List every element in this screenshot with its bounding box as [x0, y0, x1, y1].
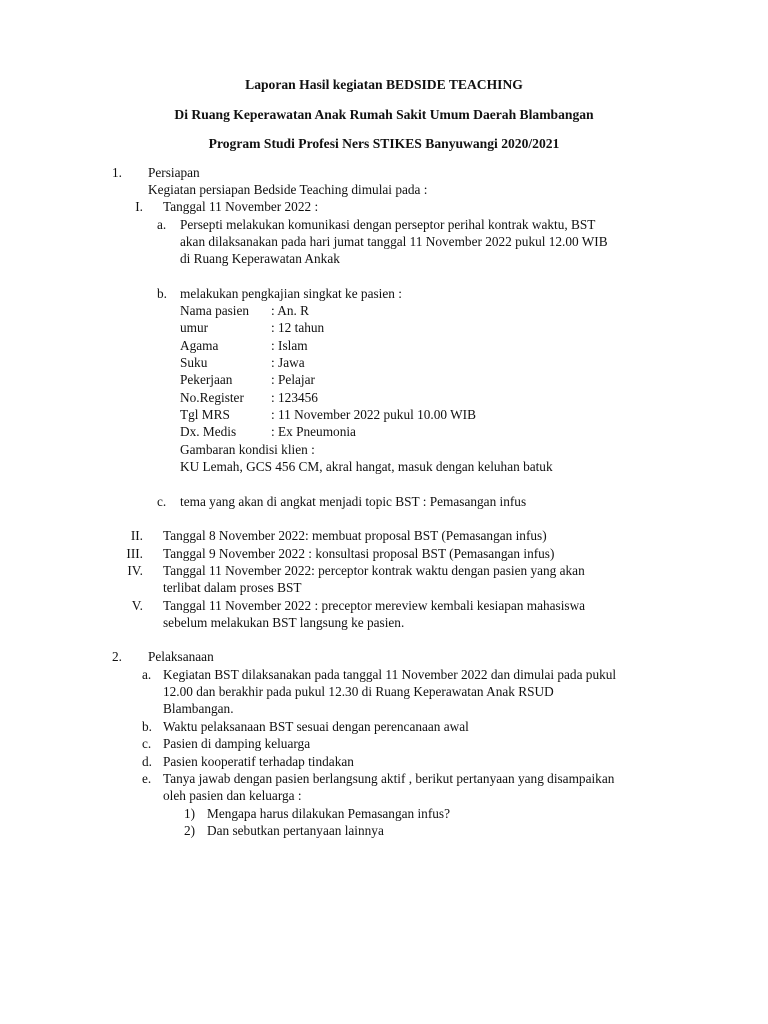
item-III-text: Tanggal 9 November 2022 : konsultasi proposal BST (Pemasangan infus) — [163, 546, 555, 561]
item-V-line-1: Tanggal 11 November 2022 : preceptor mereview kembali kesiapan mahasiswa — [163, 598, 586, 613]
section-1-title: Persiapan — [148, 165, 200, 180]
s2-a-line-3: Blambangan. — [163, 701, 234, 716]
item-II-text: Tanggal 8 November 2022: membuat proposal BST (Pemasangan infus) — [163, 528, 547, 543]
s2-a-line-2: 12.00 dan berakhir pada pukul 12.30 di Ruang Keperawatan Anak RSUD — [163, 684, 554, 699]
s2-e-line-2: oleh pasien dan keluarga : — [163, 788, 302, 803]
patient-field-value: : 11 November 2022 pukul 10.00 WIB — [271, 407, 476, 422]
patient-field-label: Dx. Medis — [180, 424, 237, 439]
patient-field-label: Pekerjaan — [180, 372, 233, 387]
item-IV-number: IV. — [127, 563, 143, 578]
section-1-intro: Kegiatan persiapan Bedside Teaching dimulai pada : — [148, 182, 428, 197]
item-I-a-line-2: akan dilaksanakan pada hari jumat tanggal 11 November 2022 pukul 12.00 WIB — [180, 234, 608, 249]
patient-field-label: umur — [180, 320, 209, 335]
s2-b-text: Waktu pelaksanaan BST sesuai dengan perencanaan awal — [163, 719, 469, 734]
item-I-title: Tanggal 11 November 2022 : — [163, 199, 319, 214]
title-line-3: Program Studi Profesi Ners STIKES Banyuwangi 2020/2021 — [208, 136, 560, 151]
patient-field-value: : An. R — [271, 303, 310, 318]
patient-field-value: : Pelajar — [271, 372, 315, 387]
s2-e-mark: e. — [142, 771, 152, 786]
title-line-1: Laporan Hasil kegiatan BEDSIDE TEACHING — [245, 77, 523, 92]
item-III-number: III. — [126, 546, 143, 561]
section-2-title: Pelaksanaan — [148, 649, 214, 664]
s2-c-text: Pasien di damping keluarga — [163, 736, 311, 751]
s2-b-mark: b. — [142, 719, 152, 734]
patient-field-value: : Jawa — [271, 355, 305, 370]
item-I-b-title: melakukan pengkajian singkat ke pasien : — [180, 286, 402, 301]
s2-c-mark: c. — [142, 736, 152, 751]
item-IV-line-2: terlibat dalam proses BST — [163, 580, 302, 595]
patient-field-value: : Islam — [271, 338, 308, 353]
section-2-number: 2. — [112, 649, 122, 664]
item-II-number: II. — [130, 528, 143, 543]
patient-field-value: : 12 tahun — [271, 320, 325, 335]
question-1-mark: 1) — [184, 806, 196, 821]
s2-e-line-1: Tanya jawab dengan pasien berlangsung aktif , berikut pertanyaan yang disampaikan — [163, 771, 615, 786]
kondisi-text: KU Lemah, GCS 456 CM, akral hangat, masuk dengan keluhan batuk — [180, 459, 553, 474]
section-1-number: 1. — [112, 165, 122, 180]
title-line-2: Di Ruang Keperawatan Anak Rumah Sakit Umum Daerah Blambangan — [174, 107, 594, 122]
patient-field-value: : 123456 — [271, 390, 318, 405]
item-V-line-2: sebelum melakukan BST langsung ke pasien. — [163, 615, 405, 630]
kondisi-title: Gambaran kondisi klien : — [180, 442, 315, 457]
question-2-mark: 2) — [184, 823, 196, 838]
item-I-a-line-3: di Ruang Keperawatan Ankak — [180, 251, 340, 266]
item-IV-line-1: Tanggal 11 November 2022: perceptor kontrak waktu dengan pasien yang akan — [163, 563, 585, 578]
s2-a-line-1: Kegiatan BST dilaksanakan pada tanggal 11 November 2022 dan dimulai pada pukul — [163, 667, 617, 682]
s2-a-mark: a. — [142, 667, 152, 682]
item-I-b-mark: b. — [157, 286, 167, 301]
patient-field-label: Agama — [180, 338, 219, 353]
item-I-c-mark: c. — [157, 494, 167, 509]
item-I-c-text: tema yang akan di angkat menjadi topic BST : Pemasangan infus — [180, 494, 527, 509]
item-I-number: I. — [135, 199, 143, 214]
item-I-a-line-1: Persepti melakukan komunikasi dengan perseptor perihal kontrak waktu, BST — [180, 217, 596, 232]
patient-field-label: Suku — [180, 355, 208, 370]
patient-field-value: : Ex Pneumonia — [271, 424, 356, 439]
patient-field-label: No.Register — [180, 390, 244, 405]
s2-d-mark: d. — [142, 754, 152, 769]
item-V-number: V. — [131, 598, 143, 613]
patient-field-label: Nama pasien — [180, 303, 250, 318]
s2-d-text: Pasien kooperatif terhadap tindakan — [163, 754, 354, 769]
item-I-a-mark: a. — [157, 217, 167, 232]
question-1-text: Mengapa harus dilakukan Pemasangan infus? — [207, 806, 450, 821]
patient-field-label: Tgl MRS — [180, 407, 230, 422]
question-2-text: Dan sebutkan pertanyaan lainnya — [207, 823, 384, 838]
